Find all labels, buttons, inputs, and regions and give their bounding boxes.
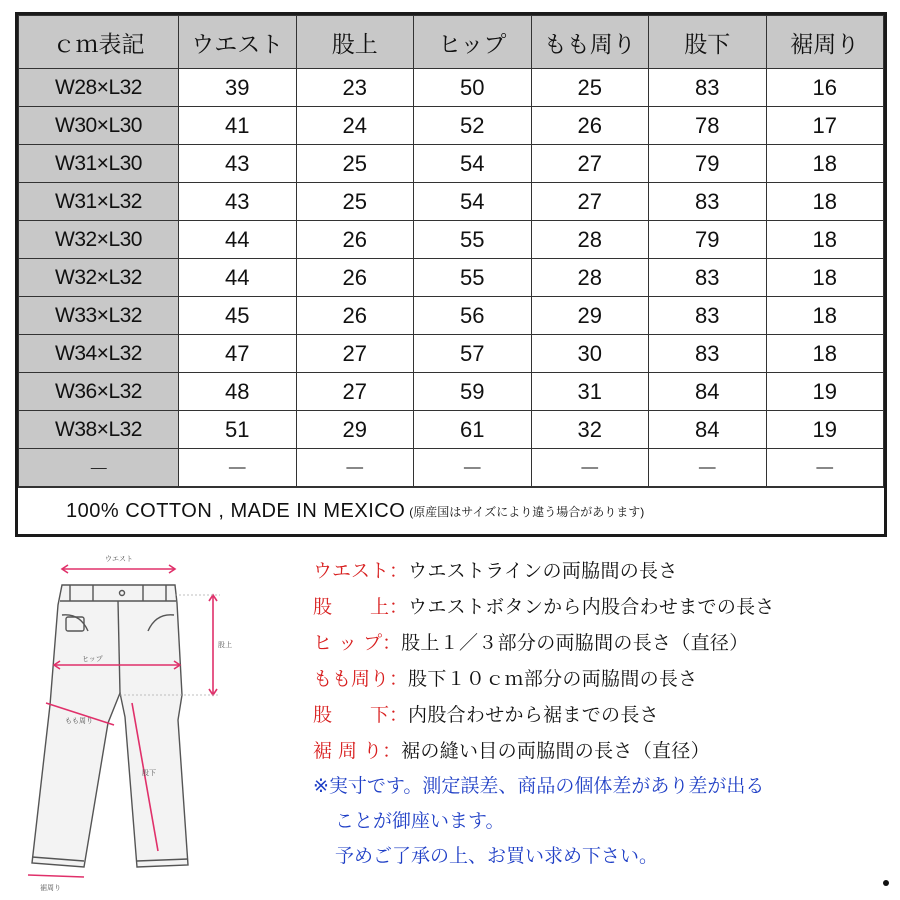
measurement-cell: 18 — [766, 221, 884, 259]
table-row — [19, 297, 884, 335]
measurement-cell: 28 — [531, 259, 649, 297]
measurement-cell: 19 — [766, 411, 884, 449]
measurement-cell: 48 — [179, 373, 297, 411]
header-inseam: 股下 — [649, 16, 767, 69]
measurement-cell: 59 — [414, 373, 532, 411]
legend-item — [313, 659, 898, 695]
legend-colon: ： — [382, 631, 402, 654]
table-row — [19, 221, 884, 259]
measurement-cell: 16 — [766, 69, 884, 107]
measurement-cell: － — [531, 449, 649, 487]
measurement-cell: 28 — [531, 221, 649, 259]
legend-term: 股 上 — [313, 595, 390, 618]
legend-item — [313, 551, 898, 587]
disclaimer-note — [313, 769, 898, 874]
measurement-cell: 44 — [179, 259, 297, 297]
measurement-cell: 25 — [296, 183, 414, 221]
measurement-cell: 26 — [531, 107, 649, 145]
legend-list — [313, 551, 898, 767]
measurement-cell: 83 — [649, 183, 767, 221]
legend-term: ウエスト — [313, 559, 390, 582]
measurement-cell: 18 — [766, 335, 884, 373]
legend-colon: ： — [389, 559, 409, 582]
pants-illustration — [10, 545, 280, 895]
measurement-cell: 39 — [179, 69, 297, 107]
measurement-cell: 84 — [649, 373, 767, 411]
legend-definition: ウエストラインの両脇間の長さ — [408, 559, 678, 582]
note-line-2: ことが御座います。 — [335, 810, 505, 832]
legend-term: ヒ ッ プ — [313, 631, 383, 654]
measurement-cell: － — [414, 449, 532, 487]
size-label-cell: － — [19, 449, 179, 487]
size-label-cell: W36×L32 — [19, 373, 179, 411]
size-label-cell: W34×L32 — [19, 335, 179, 373]
measurement-cell: 83 — [649, 297, 767, 335]
measurement-cell: 83 — [649, 259, 767, 297]
measurement-cell: 18 — [766, 145, 884, 183]
legend-colon: ： — [382, 739, 402, 762]
legend-item — [313, 587, 898, 623]
table-row — [19, 259, 884, 297]
measurement-cell: 78 — [649, 107, 767, 145]
measurement-cell: － — [766, 449, 884, 487]
table-header-row — [19, 16, 884, 69]
measurement-cell: 27 — [296, 335, 414, 373]
size-label-cell: W32×L30 — [19, 221, 179, 259]
table-row — [19, 373, 884, 411]
legend-term: 裾 周 り — [313, 739, 383, 762]
size-label-cell: W31×L32 — [19, 183, 179, 221]
diagram-label-inseam: 股下 — [142, 769, 156, 777]
measurement-cell: 27 — [531, 183, 649, 221]
measurement-legend — [313, 551, 898, 874]
measurement-cell: 30 — [531, 335, 649, 373]
measurement-cell: 79 — [649, 145, 767, 183]
measurement-cell: 17 — [766, 107, 884, 145]
size-label-cell: W32×L32 — [19, 259, 179, 297]
header-waist: ウエスト — [179, 16, 297, 69]
legend-colon: ： — [389, 595, 409, 618]
measurement-cell: 27 — [531, 145, 649, 183]
table-row — [19, 69, 884, 107]
size-label-cell: W38×L32 — [19, 411, 179, 449]
measurement-cell: 32 — [531, 411, 649, 449]
legend-item — [313, 695, 898, 731]
diagram-label-hem: 裾周り — [40, 884, 61, 892]
table-body — [19, 69, 884, 487]
size-label-cell: W31×L30 — [19, 145, 179, 183]
measurement-cell: 43 — [179, 183, 297, 221]
table-row — [19, 183, 884, 221]
legend-definition: 股下１０ｃｍ部分の両脇間の長さ — [408, 667, 698, 690]
fabric-note: (原産国はサイズにより違う場合があります) — [409, 504, 645, 519]
pants-diagram — [10, 545, 280, 895]
legend-definition: 股上１／３部分の両脇間の長さ（直径） — [401, 631, 749, 654]
legend-term: もも周り — [313, 667, 390, 690]
header-hip: ヒップ — [414, 16, 532, 69]
measurement-cell: 83 — [649, 335, 767, 373]
measurement-cell: 43 — [179, 145, 297, 183]
measurement-cell: 61 — [414, 411, 532, 449]
diagram-label-hip: ヒップ — [82, 655, 103, 663]
note-line-3: 予めご了承の上、お買い求め下さい。 — [335, 845, 659, 867]
diagram-label-thigh: もも周り — [65, 717, 93, 725]
measurement-cell: 18 — [766, 183, 884, 221]
measurement-cell: 55 — [414, 259, 532, 297]
table-row — [19, 335, 884, 373]
measurement-cell: － — [179, 449, 297, 487]
legend-colon: ： — [389, 667, 409, 690]
measurement-cell: 18 — [766, 259, 884, 297]
measurement-cell: 31 — [531, 373, 649, 411]
table-row — [19, 107, 884, 145]
header-thigh: もも周り — [531, 16, 649, 69]
legend-item — [313, 731, 898, 767]
fabric-text: 100% COTTON , MADE IN MEXICO — [66, 499, 406, 522]
measurement-cell: 27 — [296, 373, 414, 411]
size-label-cell: W33×L32 — [19, 297, 179, 335]
measurement-cell: 57 — [414, 335, 532, 373]
table-row — [19, 449, 884, 487]
measurement-cell: 54 — [414, 145, 532, 183]
measurement-cell: 41 — [179, 107, 297, 145]
measurement-cell: 24 — [296, 107, 414, 145]
measurement-cell: 79 — [649, 221, 767, 259]
measurement-cell: 23 — [296, 69, 414, 107]
legend-definition: ウエストボタンから内股合わせまでの長さ — [408, 595, 775, 618]
measurement-cell: 84 — [649, 411, 767, 449]
measurement-cell: 50 — [414, 69, 532, 107]
measurement-cell: 18 — [766, 297, 884, 335]
measurement-cell: 29 — [531, 297, 649, 335]
measurement-cell: 26 — [296, 259, 414, 297]
legend-definition: 内股合わせから裾までの長さ — [408, 703, 659, 726]
diagram-label-waist: ウエスト — [105, 555, 133, 563]
header-hem: 裾周り — [766, 16, 884, 69]
note-line-1: ※実寸です。測定誤差、商品の個体差があり差が出る — [313, 775, 765, 797]
measurement-cell: 26 — [296, 221, 414, 259]
measurement-cell: 45 — [179, 297, 297, 335]
measurement-cell: 44 — [179, 221, 297, 259]
measurement-cell: 56 — [414, 297, 532, 335]
fabric-info — [18, 487, 884, 534]
table-row — [19, 145, 884, 183]
legend-item — [313, 623, 898, 659]
diagram-label-rise: 股上 — [218, 641, 232, 649]
header-size: ｃｍ表記 — [19, 16, 179, 69]
legend-colon: ： — [389, 703, 409, 726]
table-row — [19, 411, 884, 449]
size-label-cell: W28×L32 — [19, 69, 179, 107]
header-rise: 股上 — [296, 16, 414, 69]
measurement-cell: 55 — [414, 221, 532, 259]
legend-term: 股 下 — [313, 703, 390, 726]
size-label-cell: W30×L30 — [19, 107, 179, 145]
measurement-cell: － — [649, 449, 767, 487]
measurement-cell: 83 — [649, 69, 767, 107]
legend-definition: 裾の縫い目の両脇間の長さ（直径） — [401, 739, 710, 762]
measurement-cell: 25 — [296, 145, 414, 183]
measurement-cell: 26 — [296, 297, 414, 335]
measurement-cell: 54 — [414, 183, 532, 221]
measurement-cell: 25 — [531, 69, 649, 107]
measurement-cell: 51 — [179, 411, 297, 449]
decorative-dot — [883, 880, 889, 886]
measurement-cell: 29 — [296, 411, 414, 449]
size-chart-table — [15, 12, 887, 537]
measurement-cell: 19 — [766, 373, 884, 411]
measurement-cell: 47 — [179, 335, 297, 373]
measurement-cell: － — [296, 449, 414, 487]
measurement-cell: 52 — [414, 107, 532, 145]
